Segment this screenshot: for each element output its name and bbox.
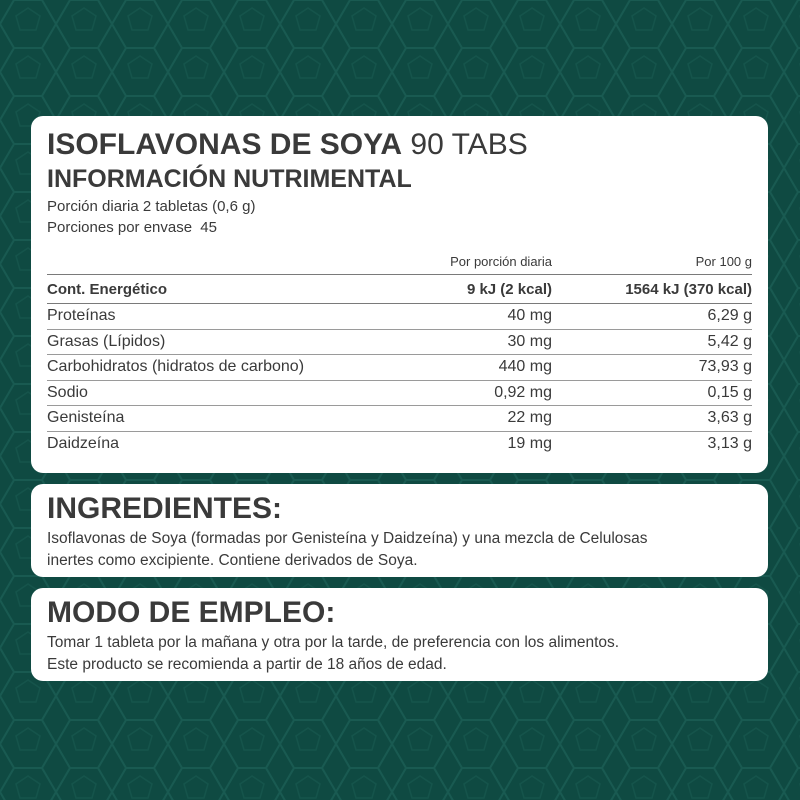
energy-per-100g: 1564 kJ (370 kcal) [625,280,752,298]
product-title [47,128,752,162]
ingredients-text [47,528,752,572]
product-name: ISOFLAVONAS DE SOYA [47,128,403,161]
ingredients-line: inertes como excipiente. Contiene derivados de Soya. [47,552,418,569]
usage-heading: MODO DE EMPLEO: [47,596,336,629]
servings-per-container-label: Porciones por envase [47,219,193,236]
energy-per-serving: 9 kJ (2 kcal) [466,280,552,298]
ingredients-line: Isoflavonas de Soya (formadas por Genisteína y Daidzeína) y una mezcla de Celulosas [47,530,648,547]
nutrient-label: Sodio [47,383,88,401]
nutrient-label: Proteínas [47,307,116,325]
nutrient-label: Carbohidratos (hidratos de carbono) [47,358,305,376]
nutrient-per-100g: 6,29 g [707,307,752,325]
nutrient-per-serving: 30 mg [507,332,552,350]
column-header-per-serving: Por porción diaria [450,253,552,269]
nutrient-label: Genisteína [47,409,125,427]
table-row [47,432,752,457]
energy-row [47,275,752,304]
usage-card [31,588,768,681]
nutrient-per-serving: 440 mg [498,358,552,376]
table-header-row [47,248,752,275]
servings-per-container-value: 45 [200,219,217,236]
serving-size: Porción diaria 2 tabletas (0,6 g) [47,198,256,215]
usage-text [47,632,752,676]
nutrient-per-serving: 40 mg [507,307,552,325]
nutrient-per-100g: 0,15 g [707,383,752,401]
nutrition-card [31,116,768,473]
nutrient-label: Grasas (Lípidos) [47,332,166,350]
nutrient-per-100g: 5,42 g [707,332,752,350]
product-count: 90 TABS [410,128,528,161]
column-header-per-100g: Por 100 g [695,253,752,269]
table-row [47,406,752,432]
energy-label: Cont. Energético [47,280,168,298]
table-row [47,304,752,330]
table-row [47,381,752,407]
nutrient-per-100g: 3,13 g [707,434,752,452]
table-row [47,330,752,356]
nutrition-table [47,248,752,456]
table-row [47,355,752,381]
nutrient-per-serving: 22 mg [507,409,552,427]
usage-line: Tomar 1 tableta por la mañana y otra por la tarde, de preferencia con los alimentos. [47,634,620,651]
usage-line: Este producto se recomienda a partir de 18 años de edad. [47,656,447,673]
servings-per-container [47,217,752,238]
ingredients-card [31,484,768,577]
nutrient-per-serving: 19 mg [507,434,552,452]
ingredients-heading: INGREDIENTES: [47,492,283,525]
nutrient-per-100g: 3,63 g [707,409,752,427]
nutrient-label: Daidzeína [47,434,120,452]
nutrient-per-100g: 73,93 g [698,358,752,376]
nutrient-per-serving: 0,92 mg [494,383,552,401]
nutrition-heading: INFORMACIÓN NUTRIMENTAL [47,165,412,193]
